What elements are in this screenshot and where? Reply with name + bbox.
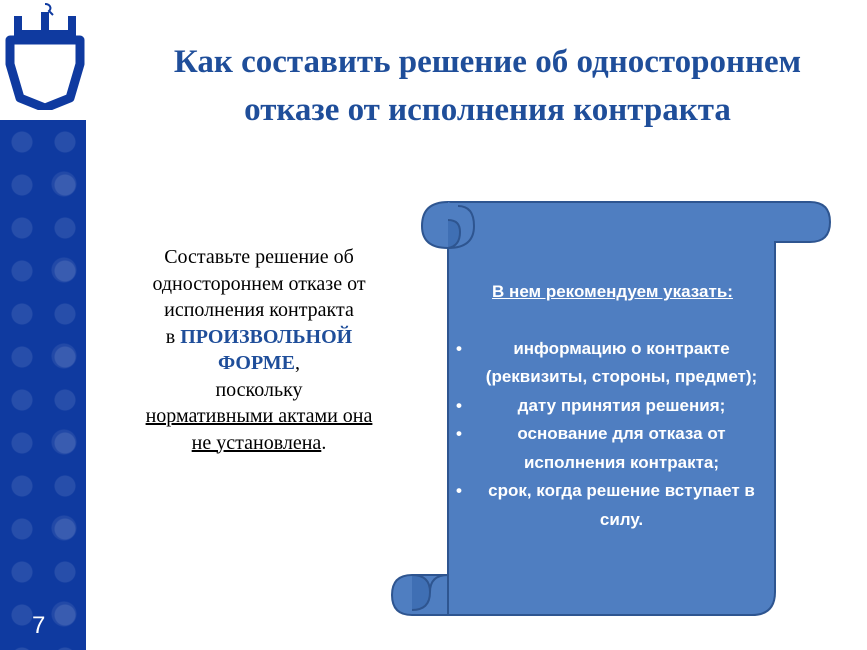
list-item: • информацию о контракте (реквизиты, стороны, предмет); xyxy=(450,335,775,392)
instruction-text xyxy=(134,244,384,456)
instruction-underlined: нормативными актами она не установлена xyxy=(145,405,373,454)
list-item: • основание для отказа от исполнения контракта; xyxy=(450,420,775,477)
instruction-end: . xyxy=(321,431,327,454)
instruction-prefix: в xyxy=(165,325,181,348)
scroll-content xyxy=(450,278,775,534)
list-item: • дату принятия решения; xyxy=(450,392,775,421)
logo-icon xyxy=(4,2,86,110)
list-item: • срок, когда решение вступает в силу. xyxy=(450,477,775,534)
scroll-heading: В нем рекомендуем указать: xyxy=(492,282,733,301)
instruction-line: Составьте решение об одностороннем отказе от исполнения контракта xyxy=(152,246,366,321)
instruction-comma: , xyxy=(295,352,301,374)
recommendation-list xyxy=(450,335,775,535)
page-title: Как составить решение об одностороннем отказе от исполнения контракта xyxy=(173,44,802,128)
page-number: 7 xyxy=(32,612,46,639)
free-form-emphasis: ПРОИЗВОЛЬНОЙ ФОРМЕ xyxy=(180,325,353,374)
sidebar-band xyxy=(0,120,86,650)
instruction-middle: поскольку xyxy=(215,378,303,401)
